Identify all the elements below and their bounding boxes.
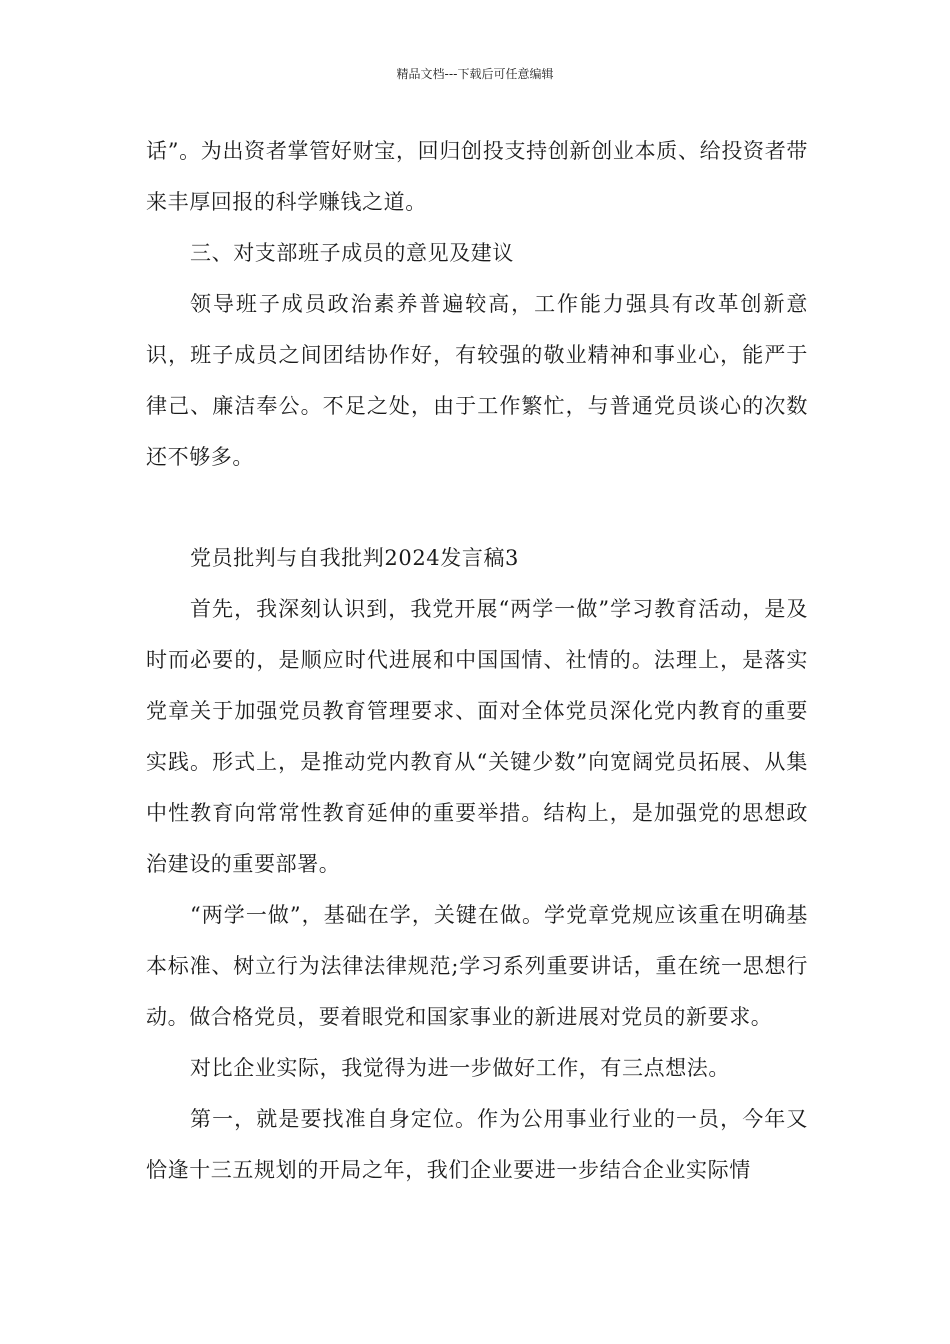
paragraph-positioning: 第一，就是要找准自身定位。作为公用事业行业的一员，今年又恰逢十三五规划的开局之年，我们企业要进一步结合企业实际情 — [146, 1107, 808, 1182]
paragraph-leadership-opinion: 领导班子成员政治素养普遍较高，工作能力强具有改革创新意识，班子成员之间团结协作好，有较强的敬业精神和事业心，能严于律己、廉洁奉公。不足之处，由于工作繁忙，与普通党员谈心的次数还不够多。 — [146, 292, 808, 469]
blank-line — [146, 483, 808, 533]
paragraph-first: 首先，我深刻认识到，我党开展“两学一做”学习教育活动，是及时而必要的，是顺应时代进展和中国国情、社情的。法理上，是落实党章关于加强党员教育管理要求、面对全体党员深化党内教育的重要实践。形式上，是推动党内教育从“关键少数”向宽阔党员拓展、从集中性教育向常常性教育延伸的重要举措。结构上，是加强党的思想政治建设的重要部署。 — [146, 597, 808, 876]
paragraph-continuation: 话”。为出资者掌管好财宝，回归创投支持创新创业本质、给投资者带来丰厚回报的科学赚钱之道。 — [146, 139, 808, 214]
document-body — [146, 126, 808, 1196]
section-title: 党员批判与自我批判2024发言稿3 — [190, 546, 520, 570]
section-heading-3: 三、对支部班子成员的意见及建议 — [190, 241, 514, 265]
paragraph-three-ideas: 对比企业实际，我觉得为进一步做好工作，有三点想法。 — [190, 1056, 730, 1080]
page-header: 精品文档---下载后可任意编辑 — [396, 67, 554, 81]
paragraph-two-learn-one-do: “两学一做”，基础在学，关键在做。学党章党规应该重在明确基本标准、树立行为法律法律规范;学习系列重要讲话，重在统一思想行动。做合格党员，要着眼党和国家事业的新进展对党员的新要求。 — [146, 903, 808, 1029]
